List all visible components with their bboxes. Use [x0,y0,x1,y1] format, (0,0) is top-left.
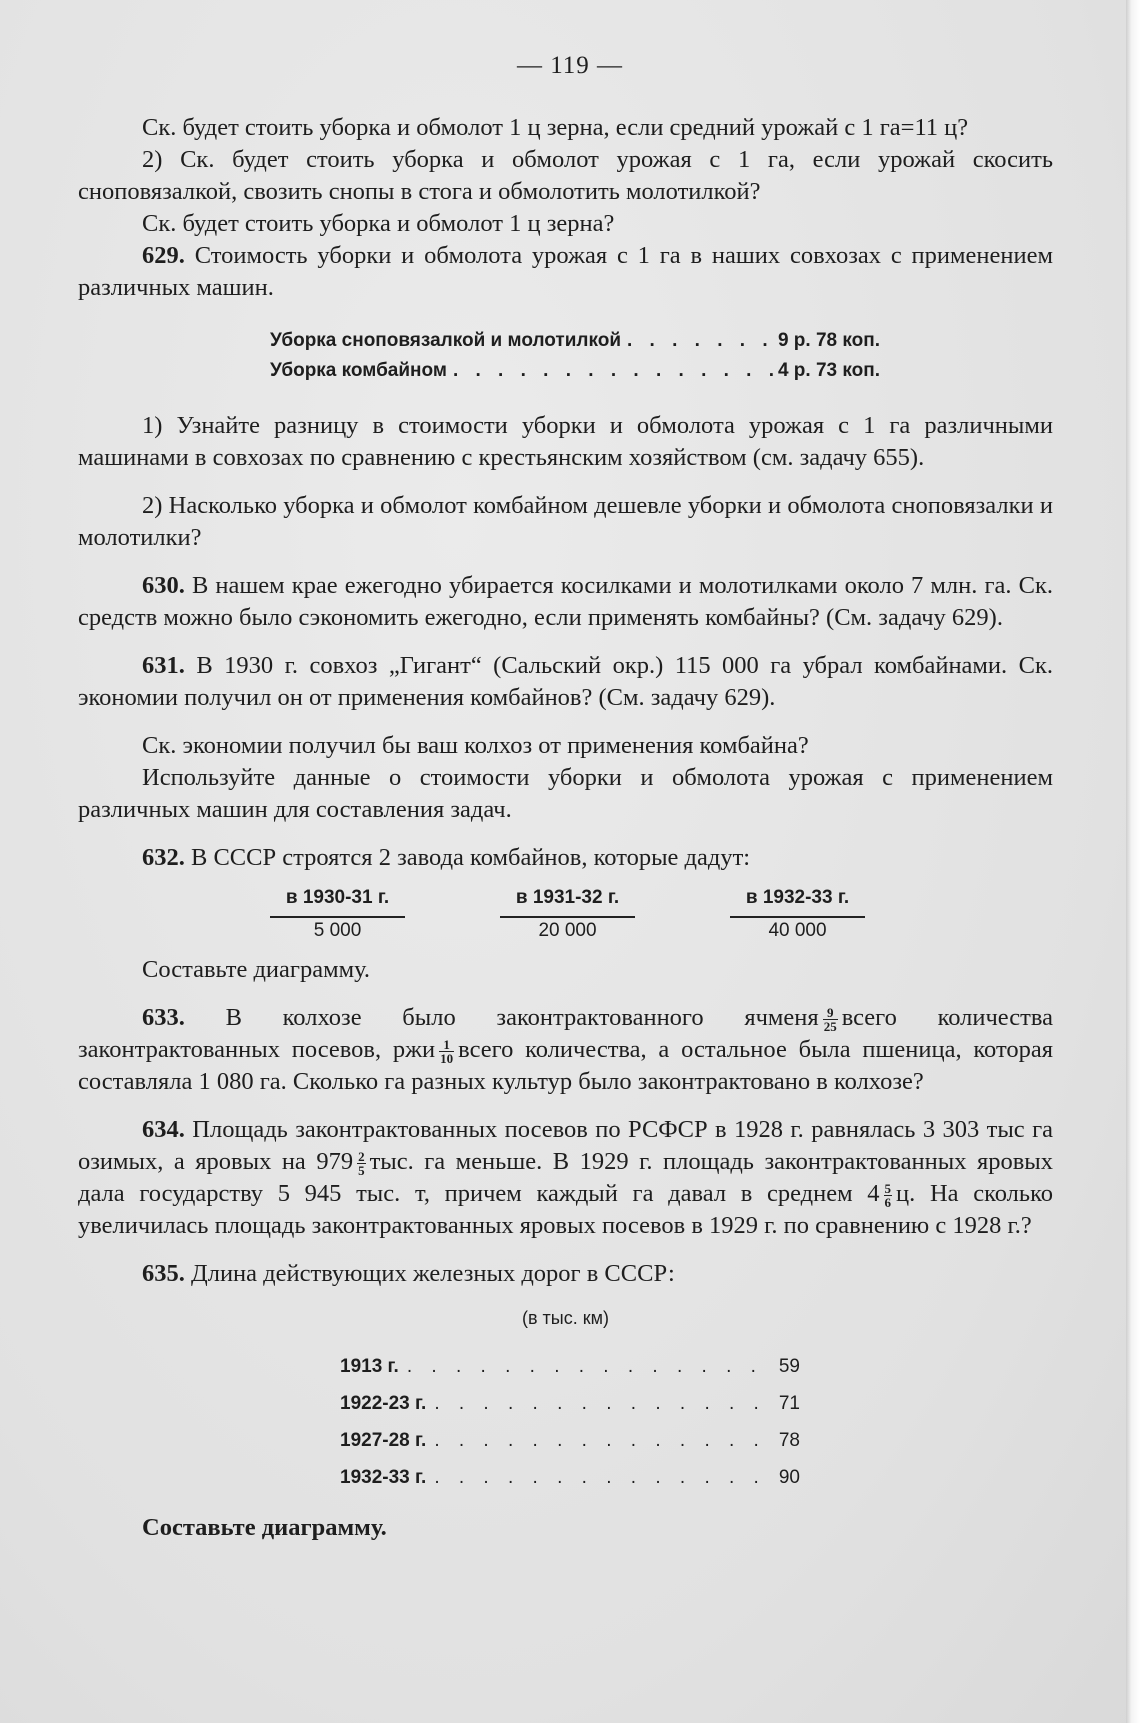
problem-629-number: 629. [142,242,185,269]
problem-634-number: 634. [142,1116,185,1143]
problem-629-question-2: 2) Насколько уборка и обмолот комбайном дешевле уборки и обмолота сноповязалки и молотилки? [78,492,1053,551]
combine-output-year: в 1932-33 г. [730,882,865,918]
problem-631-question: Ск. экономии получил бы ваш колхоз от применения комбайна? [142,732,809,759]
problem-632-task: Составьте диаграмму. [142,956,371,983]
page-number: — 119 — [516,52,624,79]
leader-dots [621,326,774,356]
harvest-cost-row [270,356,880,386]
problem-635-task: Составьте диаграмму. [142,1514,387,1541]
problem-630-number: 630. [142,572,185,599]
combine-output-year: в 1930-31 г. [270,882,405,918]
railway-value: 90 [778,1467,800,1488]
railway-row [340,1422,800,1459]
fraction [823,1006,838,1033]
combine-output-amount: 40 000 [768,920,827,941]
harvest-cost-table [270,326,880,386]
problem-629 [78,240,1053,304]
page-edge [1126,0,1140,1723]
problem-633-number: 633. [142,1004,185,1031]
combine-output-amount: 5 000 [313,920,362,941]
problem-631-note: Используйте данные о стоимости уборки и обмолота урожая с применением различных машин для составления задач. [78,764,1053,823]
problem-634-text-a: Площадь законтрактованных посевов по РСФСР в 1928 г. равнялась 3 303 тыс га озимых, а яровых на 979 [78,1116,1053,1175]
fraction-numerator: 5 [884,1180,892,1196]
problem-634 [78,1114,1053,1242]
combine-output-item [500,882,635,944]
problem-628-part2: 2) Ск. будет стоить уборка и обмолот урожая с 1 га, если урожай скосить сноповязалкой, свозить снопы в стога и обмолотить молотилкой? [78,146,1053,205]
combine-output-amount: 20 000 [538,920,597,941]
problem-631 [78,650,1053,714]
combine-output-item [730,882,865,944]
railway-row [340,1348,800,1385]
railway-value: 59 [778,1356,800,1377]
problem-631-number: 631. [142,652,185,679]
fraction-numerator: 1 [439,1038,454,1052]
page-body [78,112,1053,1544]
problem-631-text: В 1930 г. совхоз „Гигант“ (Сальский окр.) 115 000 га убрал комбайнами. Ск. экономии получил он от применения комбайнов? (См. задачу 629). [78,652,1054,711]
problem-632 [78,842,1053,874]
leader-dots [447,356,774,386]
problem-634-text-b: тыс. га меньше. В 1929 г. площадь законтрактованных яровых дала государству 5 945 тыс. т, причем каждый га давал в среднем 4 [78,1148,1053,1207]
problem-629-question-1: 1) Узнайте разницу в стоимости уборки и обмолота урожая с 1 га различными машинами в совхозах по сравнению с крестьянским хозяйством (см. задачу 655). [78,412,1053,471]
leader-dots [426,1459,777,1496]
railway-length-table [340,1348,800,1496]
harvest-cost-label: Уборка сноповязалкой и молотилкой [270,330,621,351]
problem-633-text-a: В колхозе было законтрактованного ячменя [225,1004,819,1031]
problem-634-text-c: ц. На сколько увеличилась площадь законтрактованных яровых посевов в 1929 г. по сравнению с 1928 г.? [78,1180,1053,1239]
harvest-cost-label: Уборка комбайном [270,360,447,381]
fraction [439,1038,454,1065]
fraction-denominator: 5 [358,1162,365,1178]
railway-value: 71 [778,1393,800,1414]
fraction [884,1182,893,1209]
problem-635-number: 635. [142,1260,185,1287]
leader-dots [399,1348,777,1385]
problem-635 [78,1258,1053,1290]
railway-unit-caption: (в тыс. км) [522,1308,609,1328]
harvest-cost-value: 4 р. 73 коп. [777,360,880,381]
railway-year: 1922-23 г. [340,1393,427,1414]
problem-628-part2-question: Ск. будет стоить уборка и обмолот 1 ц зерна? [142,210,615,237]
railway-year: 1932-33 г. [340,1467,427,1488]
problem-629-text: Стоимость уборки и обмолота урожая с 1 га в наших совхозах с применением различных машин. [78,242,1053,301]
combine-output-table [270,882,1053,944]
fraction-denominator: 6 [884,1194,892,1210]
problem-632-number: 632. [142,844,185,871]
problem-628-part1-question: Ск. будет стоить уборка и обмолот 1 ц зерна, если средний урожай с 1 га=11 ц? [142,114,969,141]
problem-630-text: В нашем крае ежегодно убирается косилками и молотилками около 7 млн. га. Ск. средств можно было сэкономить ежегодно, если применять комбайны? (См. задачу 629). [78,572,1053,631]
railway-row [340,1385,800,1422]
combine-output-year: в 1931-32 г. [500,882,635,918]
leader-dots [426,1385,777,1422]
fraction-numerator: 9 [823,1006,838,1020]
problem-633 [78,1002,1053,1098]
problem-633-text-b: всего количества законтрактованных посевов, ржи [78,1004,1053,1063]
railway-value: 78 [778,1430,800,1451]
problem-633-text-c: всего количества, а остальное была пшеница, которая составляла 1 080 га. Сколько га разных культур было законтрактовано в колхозе? [78,1036,1053,1095]
leader-dots [426,1422,777,1459]
fraction-numerator: 2 [358,1148,365,1164]
combine-output-item [270,882,405,944]
harvest-cost-value: 9 р. 78 коп. [777,330,880,351]
fraction-denominator: 25 [823,1018,837,1034]
problem-635-text: Длина действующих железных дорог в СССР: [191,1260,675,1287]
problem-632-text: В СССР строятся 2 завода комбайнов, которые дадут: [191,844,751,871]
fraction [357,1150,366,1177]
problem-630 [78,570,1053,634]
railway-row [340,1459,800,1496]
harvest-cost-row [270,326,880,356]
fraction-denominator: 10 [440,1050,454,1066]
railway-year: 1913 г. [340,1356,399,1377]
railway-year: 1927-28 г. [340,1430,427,1451]
